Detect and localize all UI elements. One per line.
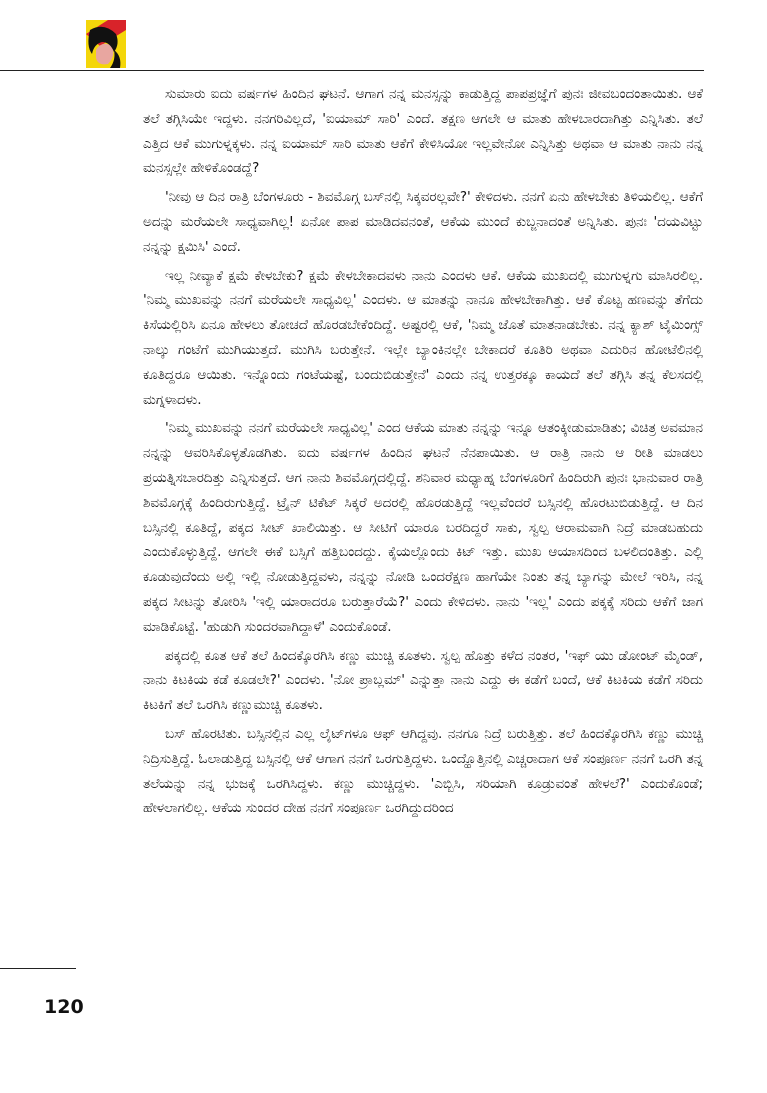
page-number: 120 (44, 996, 84, 1018)
paragraph: ಪಕ್ಕದಲ್ಲಿ ಕೂತ ಆಕೆ ತಲೆ ಹಿಂದಕ್ಕೊರಗಿಸಿ ಕಣ್ಣು ಮುಚ್ಚಿ ಕೂತಳು. ಸ್ವಲ್ಪ ಹೊತ್ತು ಕಳೆದ ನಂತರ, 'ಇಫ್ ಯು ಡೋಂಟ್ ಮೈಂಡ್, ನಾನು ಕಿಟಕಿಯ ಕಡೆ ಕೂಡಲೇ?' ಎಂದಳು. 'ನೋ ಪ್ರಾಬ್ಲಮ್' ಎನ್ನುತ್ತಾ ನಾನು ಎದ್ದು ಈ ಕಡೆಗೆ ಬಂದೆ, ಆಕೆ ಕಿಟಕಿಯ ಕಡೆಗೆ ಸರಿದು ಕಿಟಕಿಗೆ ತಲೆ ಒರಗಿಸಿ ಕಣ್ಣುಮುಚ್ಚಿ ಕೂತಳು. (143, 647, 703, 714)
header-rule (0, 70, 704, 71)
paragraph: ಸುಮಾರು ಐದು ವರ್ಷಗಳ ಹಿಂದಿನ ಘಟನೆ. ಆಗಾಗ ನನ್ನ ಮನಸ್ಸನ್ನು ಕಾಡುತ್ತಿದ್ದ ಪಾಪಪ್ರಜ್ಞೆಗೆ ಪುನಃ ಜೀವಬಂದಂತಾಯಿತು. ಆಕೆ ತಲೆ ತಗ್ಗಿಸಿಯೇ ಇದ್ದಳು. ನನಗರಿವಿಲ್ಲದೆ, 'ಐಯಾಮ್ ಸಾರಿ' ಎಂದೆ. ತಕ್ಷಣ ಆಗಲೇ ಆ ಮಾತು ಹೇಳಬಾರದಾಗಿತ್ತು ಎನ್ನಿಸಿತು. ತಲೆ ಎತ್ತಿದ ಆಕೆ ಮುಗುಳ್ನಕ್ಕಳು. ನನ್ನ ಐಯಾಮ್ ಸಾರಿ ಮಾತು ಆಕೆಗೆ ಕೇಳಿಸಿಯೋ ಇಲ್ಲವೇನೋ ಎನ್ನಿಸಿತ್ತು ಅಥವಾ ಆ ಮಾತು ನಾನು ನನ್ನ ಮನಸ್ಸಲ್ಲೇ ಹೇಳಿಕೊಂಡದ್ದೆ? (143, 86, 703, 177)
body-text (143, 82, 703, 825)
magazine-logo-icon (86, 20, 126, 68)
footer-rule (0, 968, 76, 969)
paragraph: 'ನೀವು ಆ ದಿನ ರಾತ್ರಿ ಬೆಂಗಳೂರು - ಶಿವಮೊಗ್ಗ ಬಸ್‌ನಲ್ಲಿ ಸಿಕ್ಕವರಲ್ಲವೇ?' ಕೇಳಿದಳು. ನನಗೆ ಏನು ಹೇಳಬೇಕು ತಿಳಿಯಲಿಲ್ಲ. ಆಕೆಗೆ ಅದನ್ನು ಮರೆಯಲೇ ಸಾಧ್ಯವಾಗಿಲ್ಲ! ಏನೋ ಪಾಪ ಮಾಡಿದವನಂತೆ, ಆಕೆಯ ಮುಂದೆ ಕುಬ್ಜನಾದಂತೆ ಅನ್ನಿಸಿತು. ಪುನಃ 'ದಯವಿಟ್ಟು ನನ್ನನ್ನು ಕ್ಷಮಿಸಿ' ಎಂದೆ. (143, 189, 703, 255)
paragraph: ಬಸ್ ಹೊರಟಿತು. ಬಸ್ಸಿನಲ್ಲಿನ ಎಲ್ಲ ಲೈಟ್‌ಗಳೂ ಆಫ್ ಆಗಿದ್ದವು. ನನಗೂ ನಿದ್ರೆ ಬರುತ್ತಿತ್ತು. ತಲೆ ಹಿಂದಕ್ಕೊರಗಿಸಿ ಕಣ್ಣು ಮುಚ್ಚಿ ನಿದ್ರಿಸುತ್ತಿದ್ದೆ. ಓಲಾಡುತ್ತಿದ್ದ ಬಸ್ಸಿನಲ್ಲಿ ಆಕೆ ಆಗಾಗ ನನಗೆ ಒರಗುತ್ತಿದ್ದಳು. ಒಂದ್ಹೊತ್ತಿನಲ್ಲಿ ಎಚ್ಚರಾದಾಗ ಆಕೆ ಸಂಪೂರ್ಣ ನನಗೆ ಒರಗಿ ತನ್ನ ತಲೆಯನ್ನು ನನ್ನ ಭುಜಕ್ಕೆ ಒರಗಿಸಿದ್ದಳು. ಕಣ್ಣು ಮುಚ್ಚಿದ್ದಳು. 'ಎಬ್ಬಿಸಿ, ಸರಿಯಾಗಿ ಕೂಡ್ರುವಂತೆ ಹೇಳಲೆ?' ಎಂದುಕೊಂಡೆ; ಹೇಳಲಾಗಲಿಲ್ಲ. ಆಕೆಯ ಸುಂದರ ದೇಹ ನನಗೆ ಸಂಪೂರ್ಣ ಒರಗಿದ್ದುದರಿಂದ (143, 725, 703, 817)
paragraph: ಇಲ್ಲ ನೀವ್ಯಾಕೆ ಕ್ಷಮೆ ಕೇಳಬೇಕು? ಕ್ಷಮೆ ಕೇಳಬೇಕಾದವಳು ನಾನು ಎಂದಳು ಆಕೆ. ಆಕೆಯ ಮುಖದಲ್ಲಿ ಮುಗುಳ್ನಗು ಮಾಸಿರಲಿಲ್ಲ. 'ನಿಮ್ಮ ಮುಖವನ್ನು ನನಗೆ ಮರೆಯಲೇ ಸಾಧ್ಯವಿಲ್ಲ' ಎಂದಳು. ಆ ಮಾತನ್ನು ನಾನೂ ಹೇಳಬೇಕಾಗಿತ್ತು. ಆಕೆ ಕೊಟ್ಟ ಹಣವನ್ನು ತೆಗೆದು ಕಿಸೆಯಲ್ಲಿರಿಸಿ ಏನೂ ಹೇಳಲು ತೋಚದೆ ಹೊರಡಬೇಕೆಂದಿದ್ದೆ. ಅಷ್ಟರಲ್ಲಿ ಆಕೆ, 'ನಿಮ್ಮ ಜೊತೆ ಮಾತನಾಡಬೇಕು. ನನ್ನ ಕ್ಯಾಶ್ ಟೈಮಿಂಗ್ಸ್ ನಾಲ್ಕು ಗಂಟೆಗೆ ಮುಗಿಯುತ್ತದೆ. ಮುಗಿಸಿ ಬರುತ್ತೇನೆ. ಇಲ್ಲೇ ಬ್ಯಾಂಕಿನಲ್ಲೇ ಬೇಕಾದರೆ ಕೂತಿರಿ ಅಥವಾ ಎದುರಿನ ಹೋಟೆಲಿನಲ್ಲಿ ಕೂತಿದ್ದರೂ ಆಯಿತು. ಇನ್ನೊಂದು ಗಂಟೆಯಷ್ಟೆ, ಬಂದುಬಿಡುತ್ತೇನೆ' ಎಂದು ನನ್ನ ಉತ್ತರಕ್ಕೂ ಕಾಯದೆ ತಲೆ ತಗ್ಗಿಸಿ ತನ್ನ ಕೆಲಸದಲ್ಲಿ ಮಗ್ನಳಾದಳು. (143, 267, 703, 408)
paragraph: 'ನಿಮ್ಮ ಮುಖವನ್ನು ನನಗೆ ಮರೆಯಲೇ ಸಾಧ್ಯವಿಲ್ಲ' ಎಂದ ಆಕೆಯ ಮಾತು ನನ್ನನ್ನು ಇನ್ನೂ ಆತಂಕ್ಕೀಡುಮಾಡಿತು; ವಿಚಿತ್ರ ಅವಮಾನ ನನ್ನನ್ನು ಆವರಿಸಿಕೊಳ್ಳತೊಡಗಿತು. ಐದು ವರ್ಷಗಳ ಹಿಂದಿನ ಘಟನೆ ನೆನಪಾಯಿತು. ಆ ರಾತ್ರಿ ನಾನು ಆ ರೀತಿ ಮಾಡಲು ಪ್ರಯತ್ನಿಸಬಾರದಿತ್ತು ಎನ್ನಿಸುತ್ತದೆ. ಆಗ ನಾನು ಶಿವಮೊಗ್ಗದಲ್ಲಿದ್ದೆ. ಶನಿವಾರ ಮಧ್ಯಾಹ್ನ ಬೆಂಗಳೂರಿಗೆ ಹಿಂದಿರುಗಿ ಪುನಃ ಭಾನುವಾರ ರಾತ್ರಿ ಶಿವಮೊಗ್ಗಕ್ಕೆ ಹಿಂದಿರುಗುತ್ತಿದ್ದೆ. ಟ್ರೈನ್ ಟಿಕೆಟ್ ಸಿಕ್ಕರೆ ಅದರಲ್ಲಿ ಹೊರಡುತ್ತಿದ್ದೆ ಇಲ್ಲವೆಂದರೆ ಬಸ್ಸಿನಲ್ಲಿ ಹೊರಟುಬಿಡುತ್ತಿದ್ದೆ. ಆ ದಿನ ಬಸ್ಸಿನಲ್ಲಿ ಕೂತಿದ್ದೆ, ಪಕ್ಕದ ಸೀಟ್ ಖಾಲಿಯಿತ್ತು. ಆ ಸೀಟಿಗೆ ಯಾರೂ ಬರದಿದ್ದರೆ ಸಾಕು, ಸ್ವಲ್ಪ ಆರಾಮವಾಗಿ ನಿದ್ರೆ ಮಾಡಬಹುದು ಎಂದುಕೊಳ್ಳುತ್ತಿದ್ದೆ. ಆಗಲೇ ಈಕೆ ಬಸ್ಸಿಗೆ ಹತ್ತಿಬಂದದ್ದು. ಕೈಯಲ್ಲೊಂದು ಕಿಟ್ ಇತ್ತು. ಮುಖ ಆಯಾಸದಿಂದ ಬಳಲಿದಂತಿತ್ತು. ಎಲ್ಲಿ ಕೂಡುವುದೆಂದು ಅಲ್ಲಿ ಇಲ್ಲಿ ನೋಡುತ್ತಿದ್ದವಳು, ನನ್ನನ್ನು ನೋಡಿ ಒಂದರೆಕ್ಷಣ ಹಾಗೆಯೇ ನಿಂತು ತನ್ನ ಬ್ಯಾಗನ್ನು ಮೇಲೆ ಇರಿಸಿ, ನನ್ನ ಪಕ್ಕದ ಸೀಟನ್ನು ತೋರಿಸಿ 'ಇಲ್ಲಿ ಯಾರಾದರೂ ಬರುತ್ತಾರೆಯೆ?' ಎಂದು ಕೇಳಿದಳು. ನಾನು 'ಇಲ್ಲ' ಎಂದು ಪಕ್ಕಕ್ಕೆ ಸರಿದು ಆಕೆಗೆ ಜಾಗ ಮಾಡಿಕೊಟ್ಟೆ. 'ಹುಡುಗಿ ಸುಂದರವಾಗಿದ್ದಾಳೆ' ಎಂದುಕೊಂಡೆ. (143, 420, 703, 635)
